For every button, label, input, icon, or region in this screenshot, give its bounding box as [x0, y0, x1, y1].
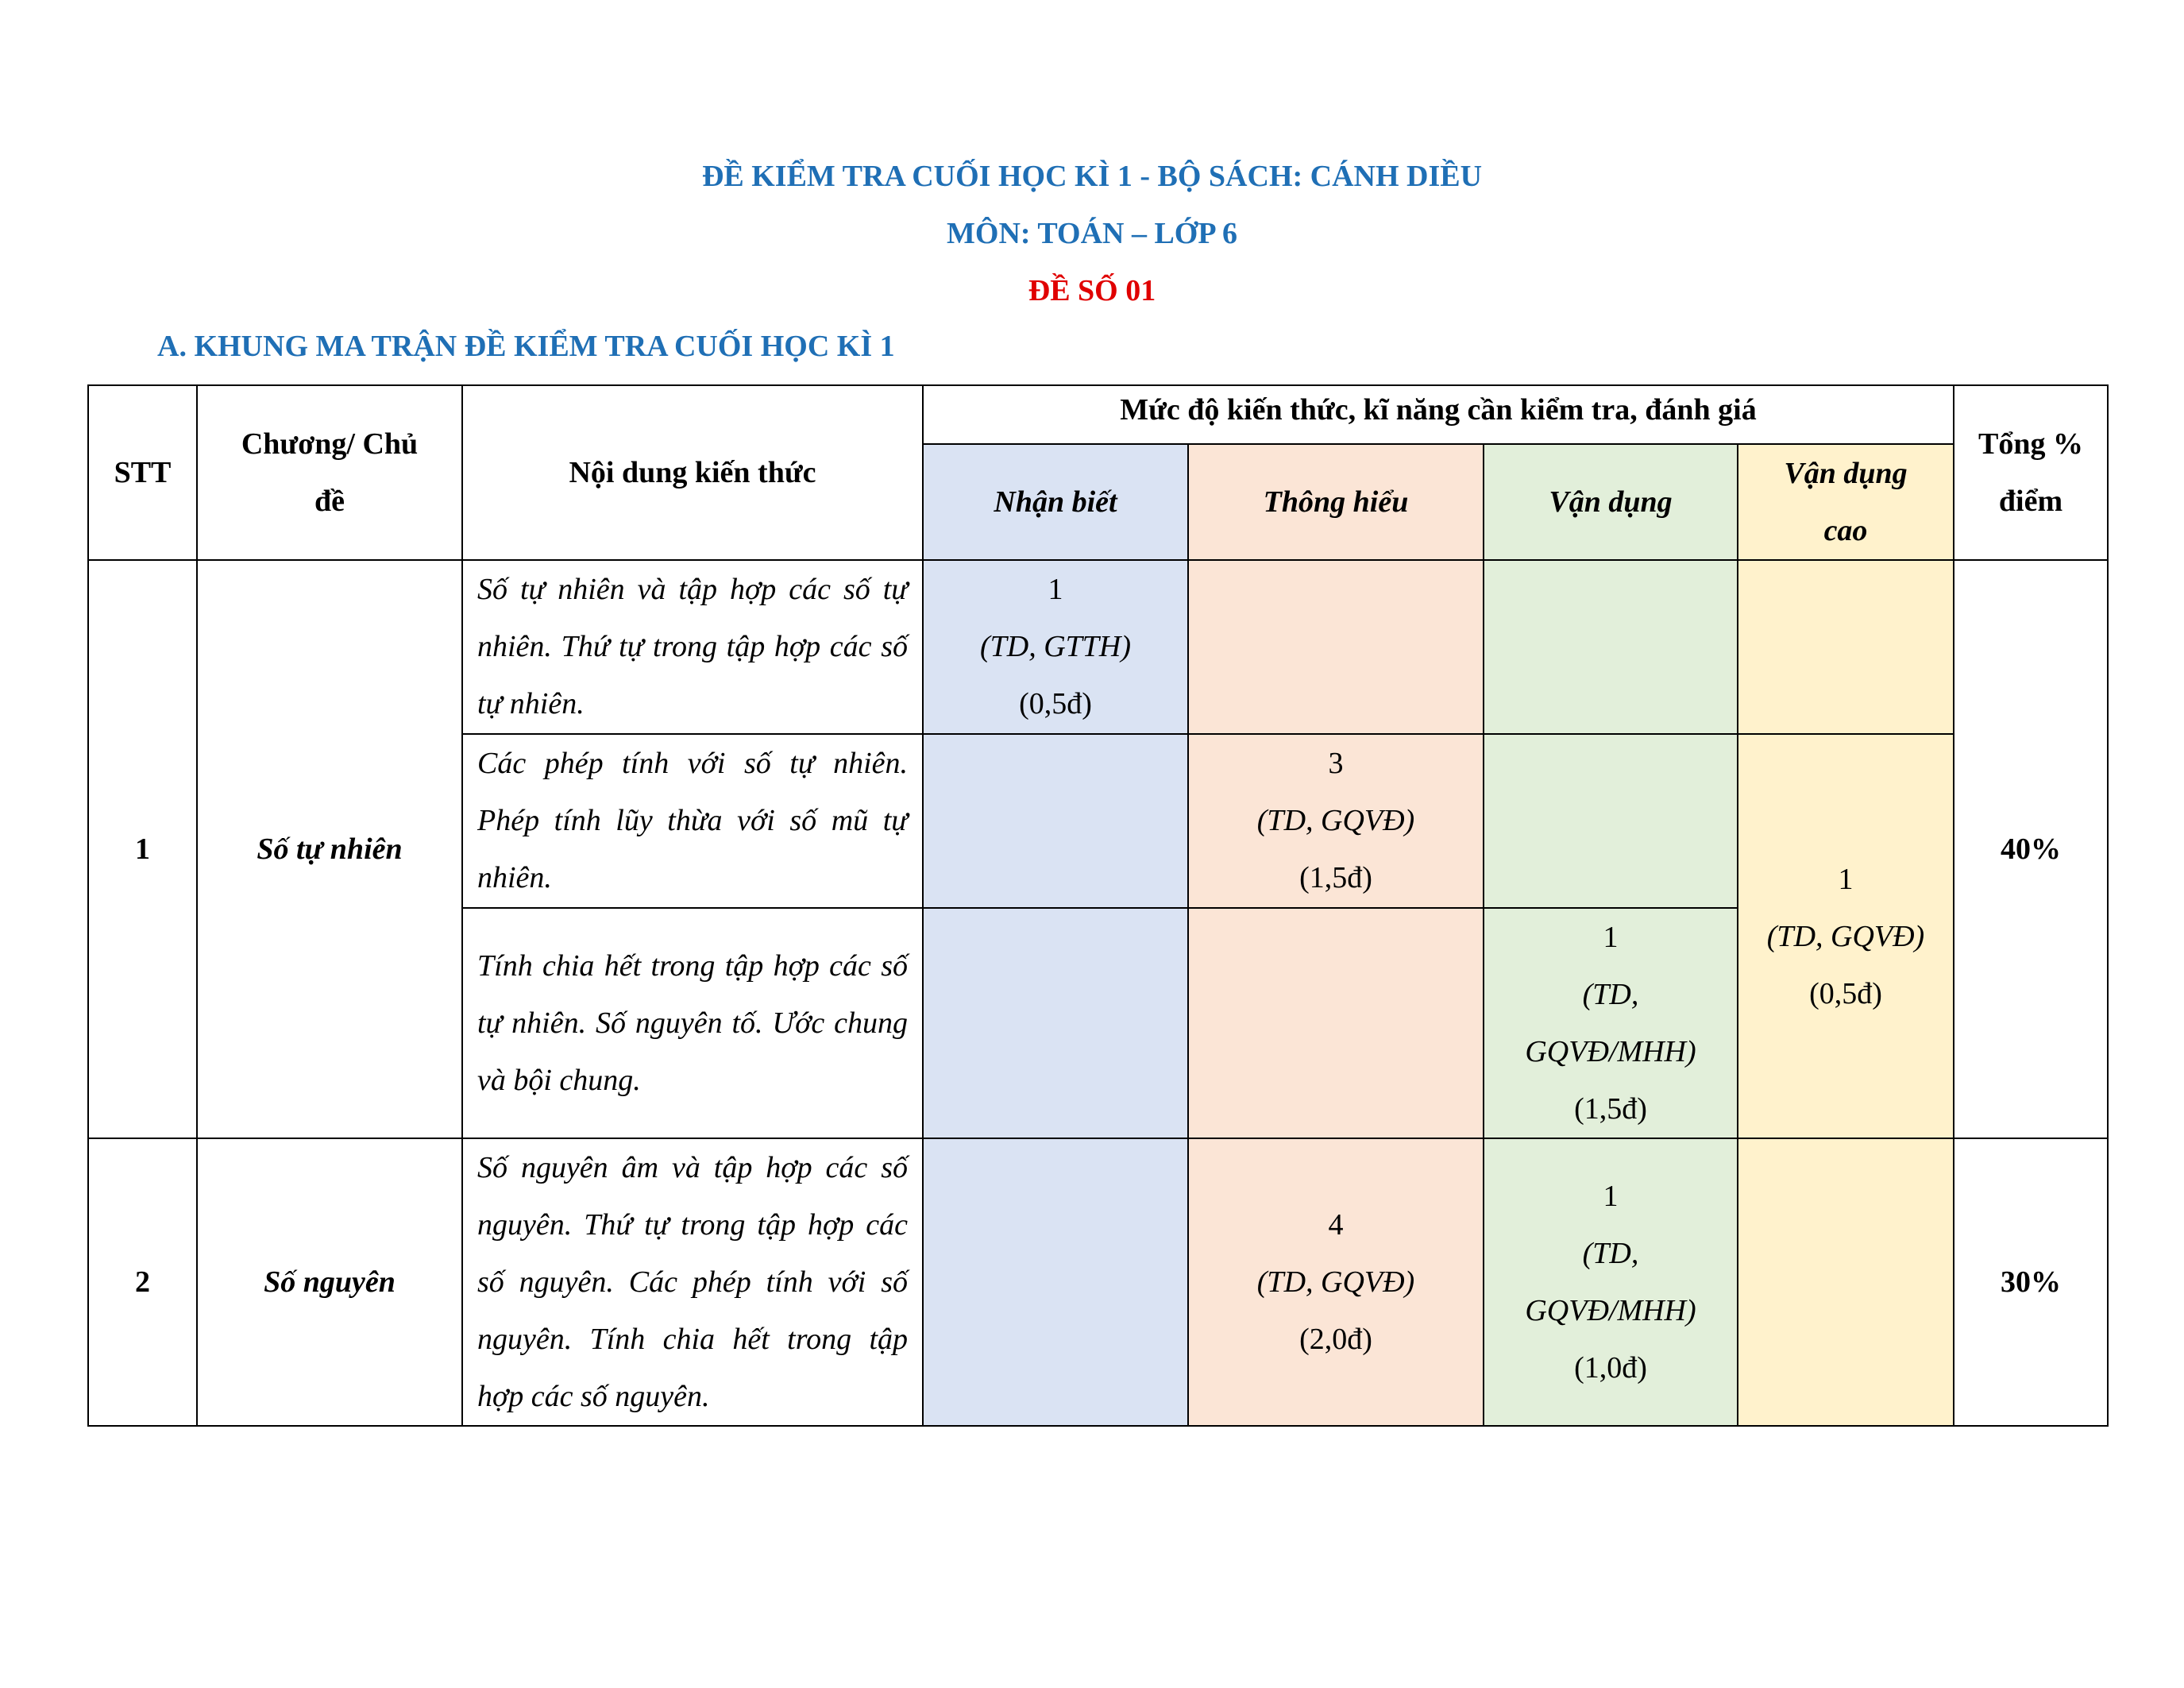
header-thong-hieu: Thông hiểu [1188, 444, 1484, 560]
row-stt: 2 [88, 1138, 197, 1426]
cell-score: (0,5đ) [1809, 976, 1882, 1010]
cell-count: 3 [1328, 747, 1344, 780]
header-van-dung-cao-line1: Vận dụng [1784, 457, 1908, 490]
header-row [88, 385, 2108, 444]
cell-van-dung [1484, 908, 1738, 1138]
cell-skills-line2: GQVĐ/MHH) [1525, 1035, 1696, 1068]
cell-count: 4 [1328, 1208, 1344, 1242]
cell-van-dung [1484, 734, 1738, 908]
cell-skills-line1: (TD, [1582, 1237, 1639, 1270]
cell-skills: (TD, GQVĐ) [1766, 919, 1925, 953]
header-content: Nội dung kiến thức [462, 385, 923, 560]
exam-title: ĐỀ KIỂM TRA CUỐI HỌC KÌ 1 - BỘ SÁCH: CÁNH DIỀU [701, 160, 1483, 193]
cell-count: 1 [1603, 921, 1619, 954]
header-chapter [197, 385, 462, 560]
cell-score: (1,0đ) [1574, 1351, 1647, 1385]
cell-thong-hieu [1188, 560, 1484, 734]
header-total [1954, 385, 2108, 560]
cell-score: (1,5đ) [1574, 1092, 1647, 1126]
cell-thong-hieu [1188, 734, 1484, 908]
cell-count: 1 [1838, 862, 1854, 896]
cell-skills: (TD, GQVĐ) [1256, 804, 1415, 837]
cell-skills: (TD, GTTH) [979, 630, 1132, 663]
header-total-line2: điểm [1998, 485, 2063, 518]
cell-van-dung [1484, 1138, 1738, 1426]
header-stt: STT [88, 385, 197, 560]
row-total: 40% [1954, 560, 2108, 1138]
cell-score: (1,5đ) [1299, 861, 1372, 894]
section-heading: A. KHUNG MA TRẬN ĐỀ KIỂM TRA CUỐI HỌC KÌ 1 [157, 330, 895, 363]
header-nhan-biet: Nhận biết [923, 444, 1188, 560]
header-chapter-line2: đề [314, 485, 345, 518]
row-content: Số nguyên âm và tập hợp các số nguyên. Thứ tự trong tập hợp các số nguyên. Các phép tính với số nguyên. Tính chia hết trong tập hợp các số nguyên. [462, 1138, 923, 1426]
header-total-line1: Tổng % [1978, 427, 2083, 461]
cell-nhan-biet [923, 908, 1188, 1138]
table-row [88, 1138, 2108, 1426]
matrix-table [87, 384, 2109, 1427]
cell-skills-line1: (TD, [1582, 978, 1639, 1011]
header-level-group: Mức độ kiến thức, kĩ năng cần kiểm tra, đánh giá [923, 385, 1954, 444]
exam-number: ĐỀ SỐ 01 [1028, 274, 1156, 307]
cell-thong-hieu [1188, 1138, 1484, 1426]
row-chapter: Số nguyên [197, 1138, 462, 1426]
header-van-dung-cao-line2: cao [1823, 514, 1868, 547]
cell-count: 1 [1603, 1180, 1619, 1213]
cell-score: (2,0đ) [1299, 1323, 1372, 1356]
cell-van-dung [1484, 560, 1738, 734]
cell-nhan-biet [923, 734, 1188, 908]
row-content: Tính chia hết trong tập hợp các số tự nhiên. Số nguyên tố. Ước chung và bội chung. [462, 908, 923, 1138]
cell-van-dung-cao [1738, 560, 1954, 734]
header-van-dung: Vận dụng [1484, 444, 1738, 560]
cell-van-dung-cao [1738, 734, 1954, 1138]
header-chapter-line1: Chương/ Chủ [241, 427, 419, 461]
row-total: 30% [1954, 1138, 2108, 1426]
table-row [88, 560, 2108, 734]
cell-nhan-biet [923, 1138, 1188, 1426]
row-stt: 1 [88, 560, 197, 1138]
cell-skills: (TD, GQVĐ) [1256, 1265, 1415, 1299]
subject-title: MÔN: TOÁN – LỚP 6 [947, 217, 1237, 250]
row-chapter: Số tự nhiên [197, 560, 462, 1138]
cell-thong-hieu [1188, 908, 1484, 1138]
header-van-dung-cao [1738, 444, 1954, 560]
cell-van-dung-cao [1738, 1138, 1954, 1426]
cell-count: 1 [1048, 573, 1063, 606]
cell-nhan-biet [923, 560, 1188, 734]
row-content: Số tự nhiên và tập hợp các số tự nhiên. Thứ tự trong tập hợp các số tự nhiên. [462, 560, 923, 734]
row-content: Các phép tính với số tự nhiên. Phép tính lũy thừa với số mũ tự nhiên. [462, 734, 923, 908]
cell-score: (0,5đ) [1019, 687, 1092, 720]
cell-skills-line2: GQVĐ/MHH) [1525, 1294, 1696, 1327]
